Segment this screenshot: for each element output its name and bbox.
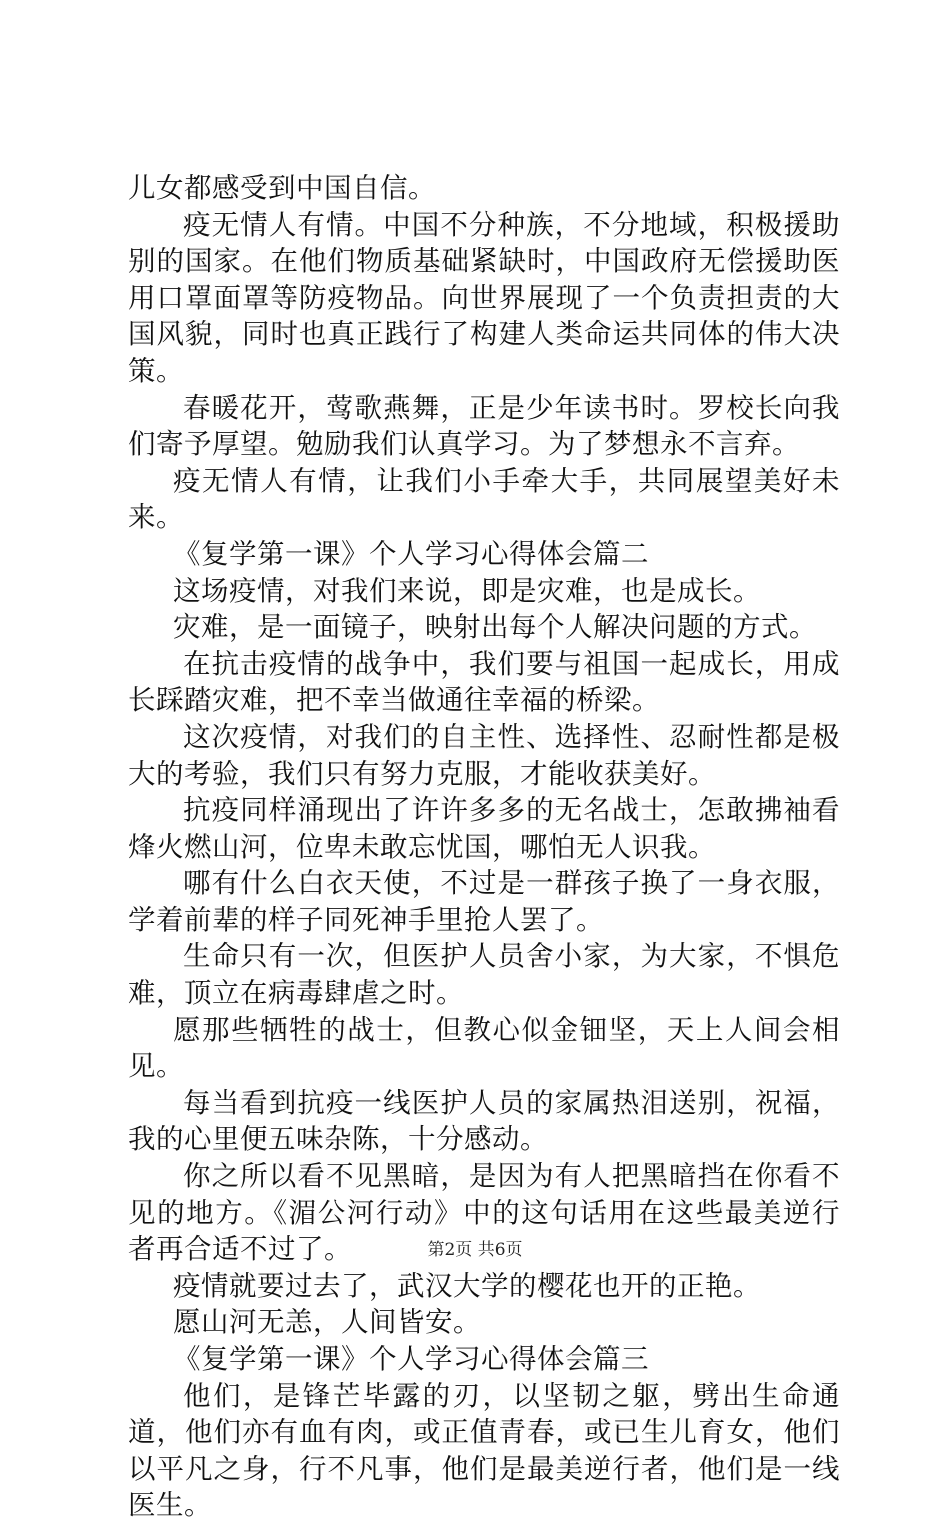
paragraph: 在抗击疫情的战争中，我们要与祖国一起成长，用成长踩踏灾难，把不幸当做通往幸福的桥梁。: [128, 647, 840, 717]
section-heading: 《复学第一课》个人学习心得体会篇三: [173, 1343, 649, 1375]
paragraph: 愿山河无恙，人间皆安。: [173, 1306, 481, 1339]
section-heading: 《复学第一课》个人学习心得体会篇二: [173, 537, 649, 570]
paragraph: 生命只有一次，但医护人员舍小家，为大家，不惧危难，顶立在病毒肆虐之时。: [128, 940, 840, 1010]
page-number-footer: 第2页 共6页: [427, 1240, 523, 1260]
paragraph: 疫无情人有情，让我们小手牵大手，共同展望美好未来。: [128, 464, 840, 534]
paragraph: 哪有什么白衣天使，不过是一群孩子换了一身衣服，学着前辈的样子同死神手里抢人罢了。: [128, 867, 840, 936]
paragraph: 疫情就要过去了，武汉大学的樱花也开的正艳。: [173, 1269, 761, 1302]
paragraph: 这次疫情，对我们的自主性、选择性、忍耐性都是极大的考验，我们只有努力克服，才能收获美好。: [128, 720, 840, 790]
paragraph: 灾难，是一面镜子，映射出每个人解决问题的方式。: [173, 611, 817, 644]
paragraph: 春暖花开，莺歌燕舞，正是少年读书时。罗校长向我们寄予厚望。勉励我们认真学习。为了梦想永不言弃。: [128, 391, 840, 461]
paragraph: 每当看到抗疫一线医护人员的家属热泪送别，祝福，我的心里便五味杂陈，十分感动。: [128, 1086, 840, 1156]
paragraph: 疫无情人有情。中国不分种族，不分地域，积极援助别的国家。在他们物质基础紧缺时，中国政府无偿援助医用口罩面罩等防疫物品。向世界展现了一个负责担责的大国风貌，同时也真正践行了构建人类命运共同体的伟大决策。: [128, 208, 840, 387]
paragraph: 你之所以看不见黑暗，是因为有人把黑暗挡在你看不见的地方。《湄公河行动》中的这句话用在这些最美逆行者再合适不过了。: [128, 1160, 840, 1266]
paragraph: 他们，是锋芒毕露的刃，以坚韧之躯，劈出生命通道，他们亦有血有肉，或正值青春，或已生儿育女，他们以平凡之身，行不凡事，他们是最美逆行者，他们是一线医生。: [128, 1379, 840, 1522]
paragraph: 儿女都感受到中国自信。: [128, 172, 436, 204]
document-body: [128, 170, 840, 1524]
paragraph: 这场疫情，对我们来说，即是灾难，也是成长。: [173, 574, 761, 607]
paragraph: 抗疫同样涌现出了许许多多的无名战士，怎敢拂袖看烽火燃山河，位卑未敢忘忧国，哪怕无人识我。: [128, 794, 840, 863]
paragraph: 愿那些牺牲的战士，但教心似金钿坚，天上人间会相见。: [128, 1013, 840, 1083]
